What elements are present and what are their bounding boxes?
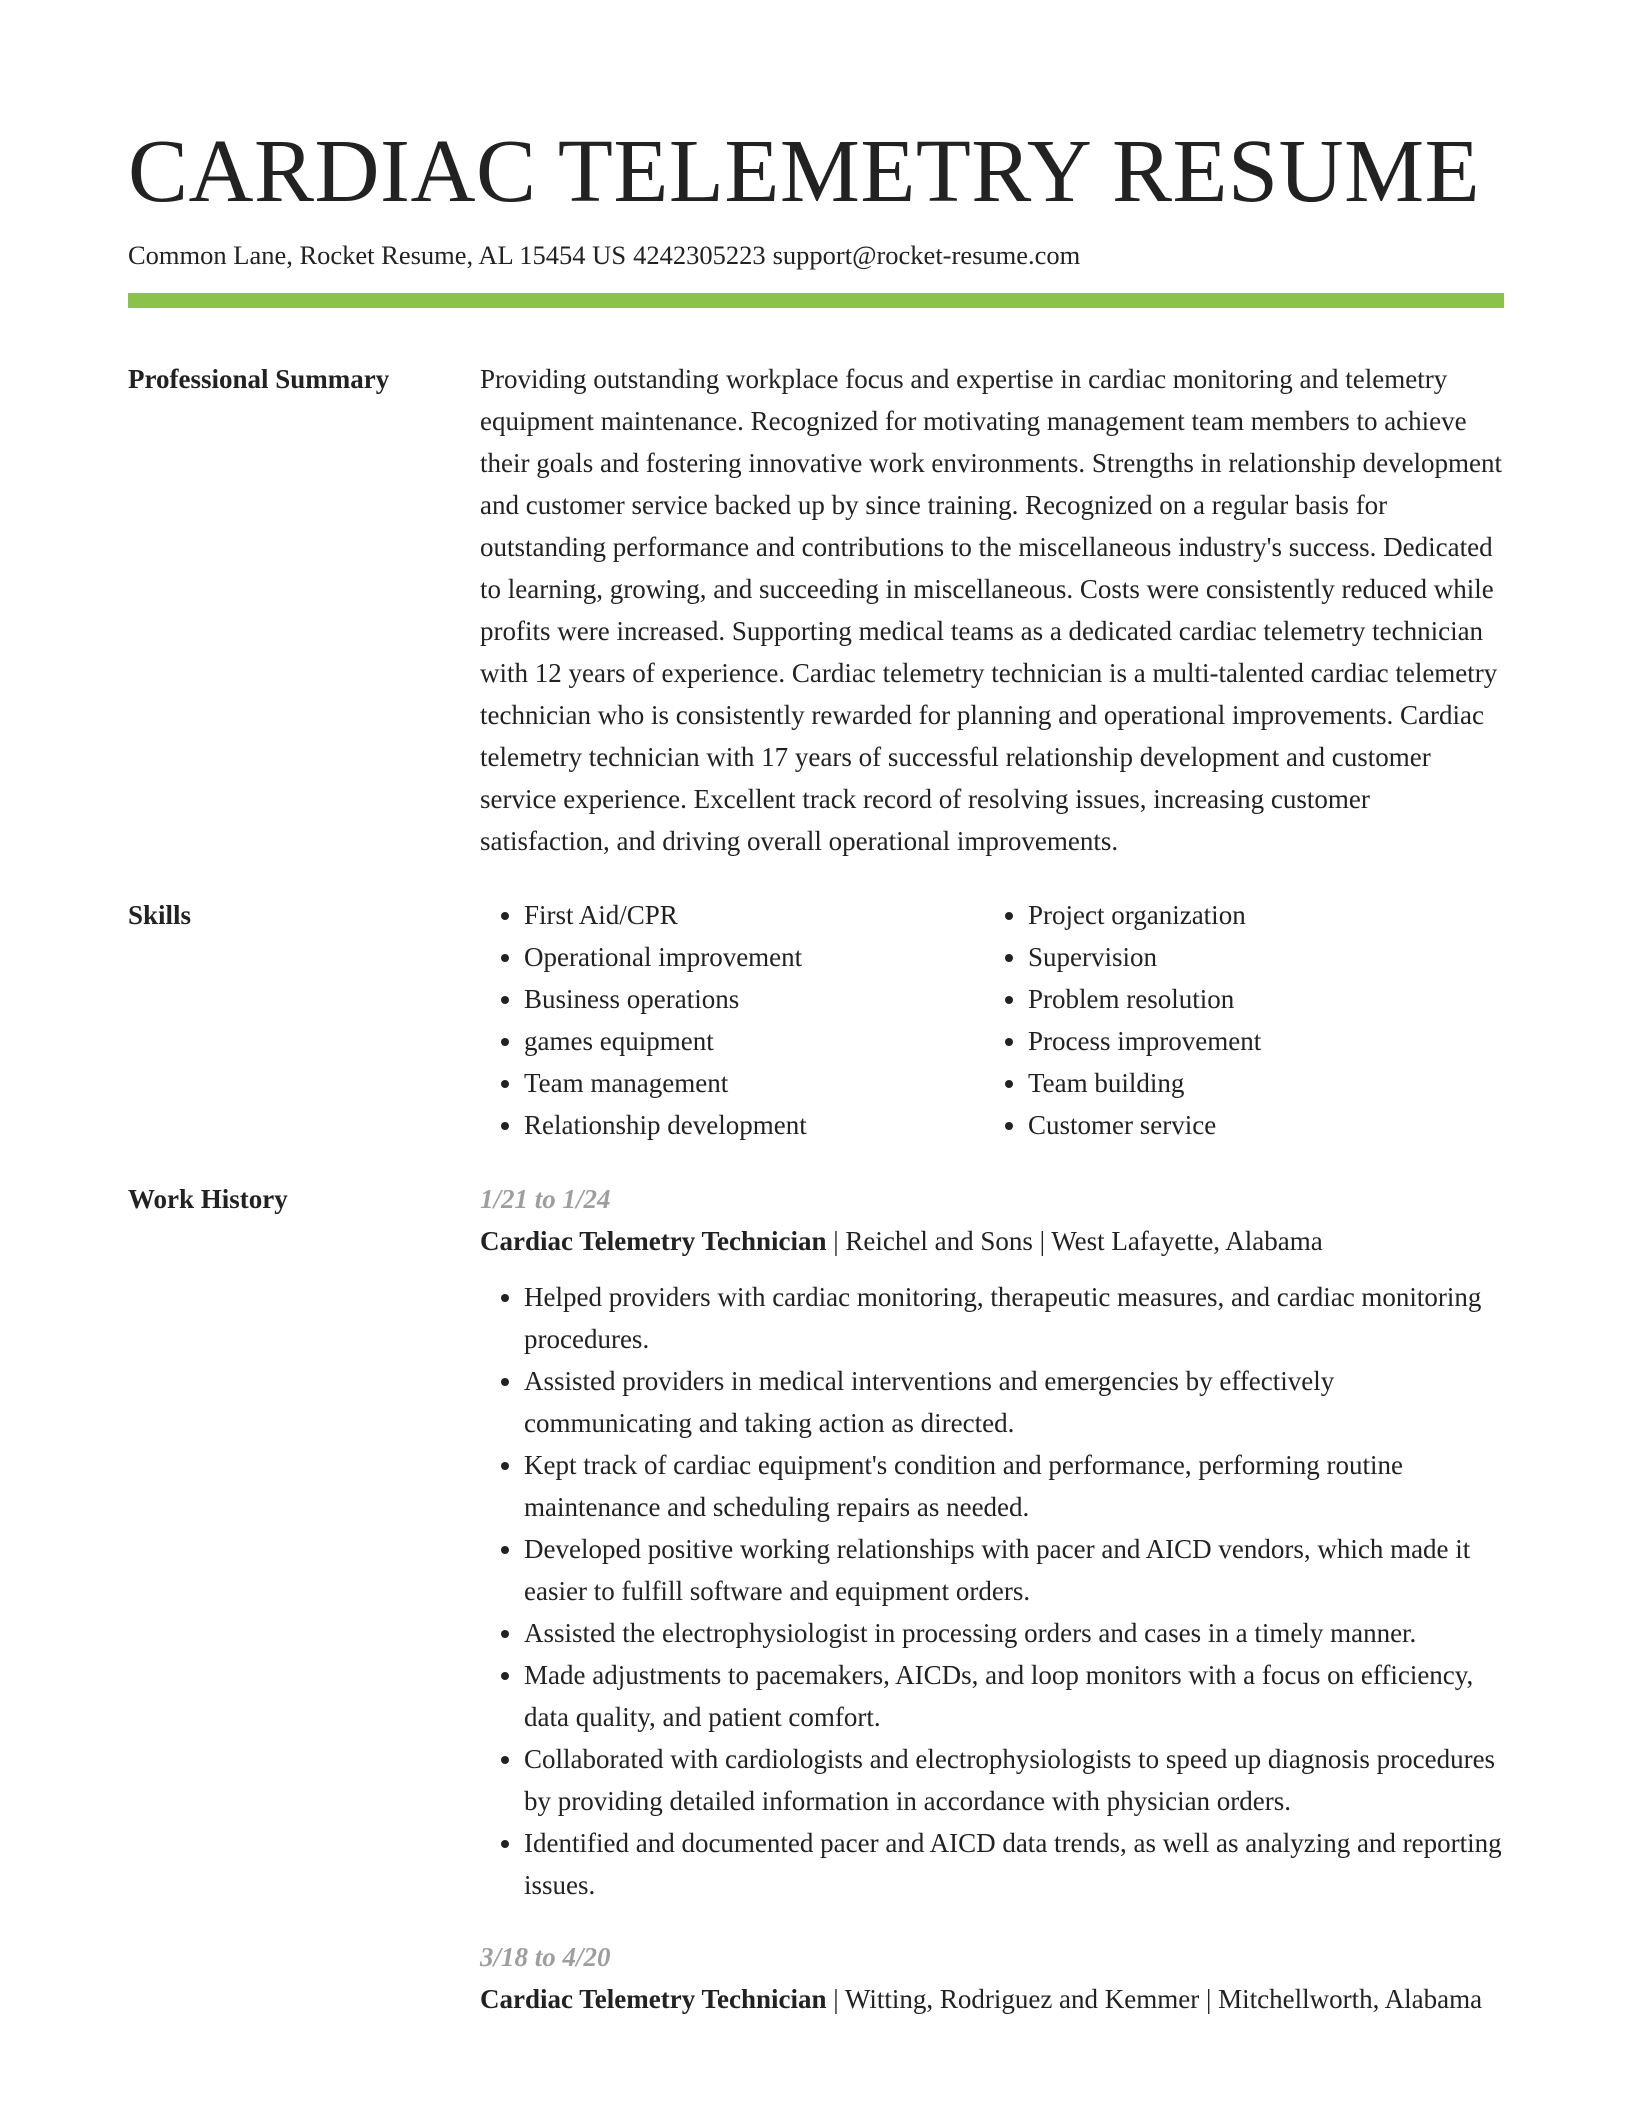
job-company: Reichel and Sons	[845, 1226, 1033, 1256]
job-bullet: • Kept track of cardiac equipment's condition and performance, performing routine maintenance and scheduling repairs as needed.	[524, 1444, 1504, 1528]
job-separator: |	[833, 1984, 845, 2014]
contact-phone: 4242305223	[633, 240, 766, 270]
job-heading	[480, 1978, 1504, 2020]
skill-item: • Business operations	[524, 978, 984, 1020]
job-separator: |	[1206, 1984, 1219, 2014]
contact-line	[128, 237, 1504, 273]
skill-item: • Process improvement	[1028, 1020, 1498, 1062]
skills-section	[128, 894, 1504, 1146]
skill-item: • Customer service	[1028, 1104, 1498, 1146]
job-location: Mitchellworth, Alabama	[1218, 1984, 1483, 2014]
contact-email: support@rocket-resume.com	[772, 240, 1081, 270]
job-title: Cardiac Telemetry Technician	[480, 1984, 827, 2014]
job-heading	[480, 1220, 1504, 1262]
skill-item: • Problem resolution	[1028, 978, 1498, 1020]
skill-item: • games equipment	[524, 1020, 984, 1062]
job-entry	[480, 1178, 1504, 1906]
work-history-body	[480, 1178, 1504, 2020]
summary-text: Providing outstanding workplace focus and expertise in cardiac monitoring and telemetry equipment maintenance. Recognized for motivating management team members to achieve their goals and fostering innovative work environments. Strengths in relationship development and customer service backed up by since training. Recognized on a regular basis for outstanding performance and contributions to the miscellaneous industry's success. Dedicated to learning, growing, and succeeding in miscellaneous. Costs were consistently reduced while profits were increased. Supporting medical teams as a dedicated cardiac telemetry technician with 12 years of experience. Cardiac telemetry technician is a multi-talented cardiac telemetry technician who is consistently rewarded for planning and operational improvements. Cardiac telemetry technician with 17 years of successful relationship development and customer service experience. Excellent track record of resolving issues, increasing customer satisfaction, and driving overall operational improvements.	[480, 364, 1503, 856]
job-bullet: • Developed positive working relationships with pacer and AICD vendors, which made it easier to fulfill software and equipment orders.	[524, 1528, 1504, 1612]
professional-summary-section	[128, 358, 1504, 862]
job-title: Cardiac Telemetry Technician	[480, 1226, 827, 1256]
job-bullet: • Collaborated with cardiologists and electrophysiologists to speed up diagnosis procedures by providing detailed information in accordance with physician orders.	[524, 1738, 1504, 1822]
job-separator: |	[833, 1226, 846, 1256]
skills-columns	[480, 894, 1504, 1146]
skills-body	[480, 894, 1504, 1146]
job-bullet: • Assisted the electrophysiologist in processing orders and cases in a timely manner.	[524, 1612, 1504, 1654]
skill-item: • First Aid/CPR	[524, 894, 984, 936]
summary-body	[480, 358, 1504, 862]
skill-item: • Team building	[1028, 1062, 1498, 1104]
job-entry	[480, 1936, 1504, 2020]
header-divider	[128, 293, 1504, 308]
section-label-summary: Professional Summary	[128, 364, 390, 394]
job-dates: 3/18 to 4/20	[480, 1942, 611, 1972]
skill-item: • Team management	[524, 1062, 984, 1104]
skill-item: • Project organization	[1028, 894, 1498, 936]
job-bullet: • Identified and documented pacer and AICD data trends, as well as analyzing and reporting issues.	[524, 1822, 1504, 1906]
job-location: West Lafayette, Alabama	[1051, 1226, 1323, 1256]
skills-list-left	[480, 894, 984, 1146]
work-history-section	[128, 1178, 1504, 2020]
job-bullet: • Assisted providers in medical interventions and emergencies by effectively communicating and taking action as directed.	[524, 1360, 1504, 1444]
job-dates: 1/21 to 1/24	[480, 1184, 611, 1214]
job-company: Witting, Rodriguez and Kemmer	[844, 1984, 1200, 2014]
section-label-work-history: Work History	[128, 1184, 288, 1214]
resume-page	[128, 0, 1504, 2020]
section-label-skills: Skills	[128, 900, 192, 930]
skill-item: • Operational improvement	[524, 936, 984, 978]
skills-list-right	[984, 894, 1498, 1146]
resume-title: CARDIAC TELEMETRY RESUME	[128, 122, 1481, 221]
job-bullet: • Made adjustments to pacemakers, AICDs, and loop monitors with a focus on efficiency, data quality, and patient comfort.	[524, 1654, 1504, 1738]
job-separator: |	[1039, 1226, 1052, 1256]
skill-item: • Supervision	[1028, 936, 1498, 978]
skill-item: • Relationship development	[524, 1104, 984, 1146]
job-bullet: • Helped providers with cardiac monitoring, therapeutic measures, and cardiac monitoring procedures.	[524, 1276, 1504, 1360]
contact-address: Common Lane, Rocket Resume, AL 15454 US	[128, 240, 627, 270]
job-bullets	[480, 1276, 1504, 1906]
